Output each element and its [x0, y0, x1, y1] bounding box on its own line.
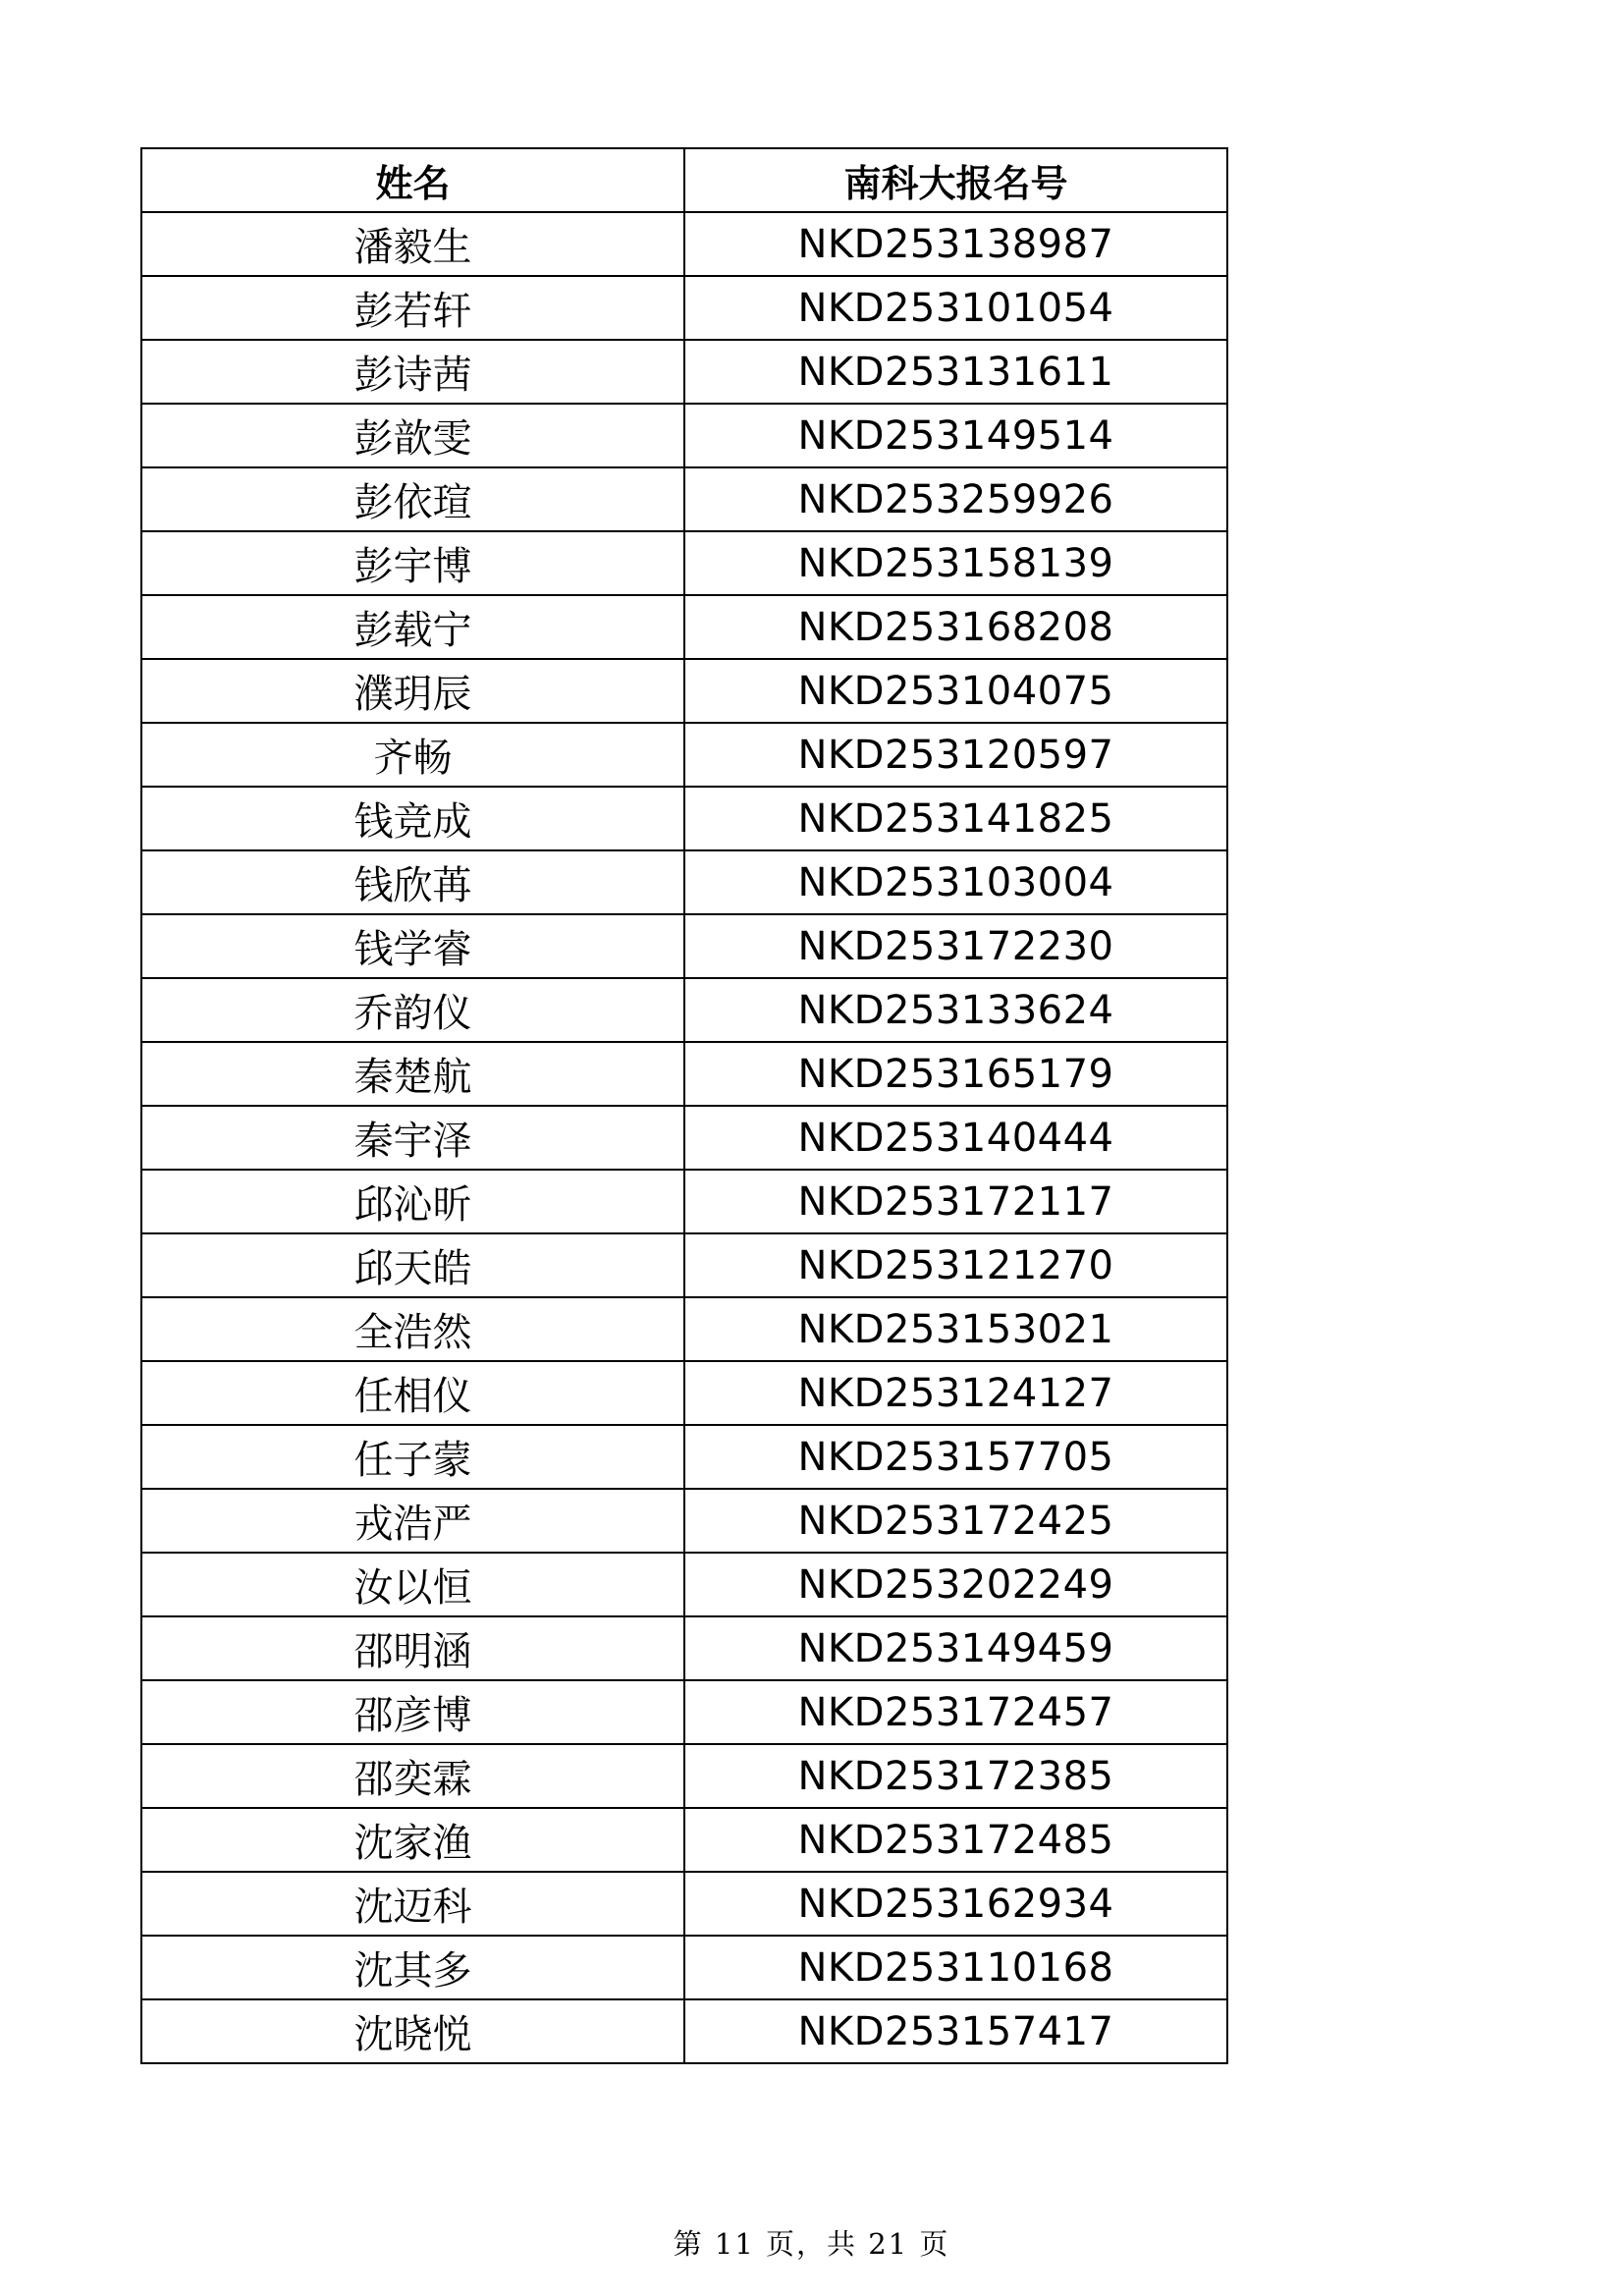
name-cell: 彭若轩	[141, 276, 684, 340]
table-row	[141, 659, 1227, 723]
table-row	[141, 1170, 1227, 1233]
name-cell: 邱天皓	[141, 1233, 684, 1297]
registration-number-cell: NKD253157417	[684, 1999, 1227, 2063]
roster-table-wrapper	[140, 147, 1226, 2064]
table-row	[141, 978, 1227, 1042]
registration-number-cell: NKD253162934	[684, 1872, 1227, 1936]
name-cell: 邱沁昕	[141, 1170, 684, 1233]
registration-number-cell: NKD253259926	[684, 467, 1227, 531]
table-row	[141, 276, 1227, 340]
table-row	[141, 531, 1227, 595]
table-row	[141, 404, 1227, 467]
registration-number-cell: NKD253104075	[684, 659, 1227, 723]
table-row	[141, 787, 1227, 850]
name-cell: 邵彦博	[141, 1680, 684, 1744]
name-cell: 全浩然	[141, 1297, 684, 1361]
registration-number-cell: NKD253172457	[684, 1680, 1227, 1744]
name-cell: 邵奕霖	[141, 1744, 684, 1808]
name-cell: 彭依瑄	[141, 467, 684, 531]
table-row	[141, 1042, 1227, 1106]
registration-number-cell: NKD253120597	[684, 723, 1227, 787]
registration-number-cell: NKD253202249	[684, 1553, 1227, 1616]
name-cell: 齐畅	[141, 723, 684, 787]
registration-number-cell: NKD253149459	[684, 1616, 1227, 1680]
registration-number-cell: NKD253131611	[684, 340, 1227, 404]
column-header-registration-number: 南科大报名号	[684, 148, 1227, 212]
name-cell: 钱欣苒	[141, 850, 684, 914]
table-row	[141, 1616, 1227, 1680]
table-row	[141, 1680, 1227, 1744]
table-row	[141, 1489, 1227, 1553]
page-footer: 第 11 页，共 21 页	[673, 2227, 950, 2261]
name-cell: 彭歆雯	[141, 404, 684, 467]
table-row	[141, 914, 1227, 978]
name-cell: 任子蒙	[141, 1425, 684, 1489]
table-row	[141, 1361, 1227, 1425]
registration-number-cell: NKD253133624	[684, 978, 1227, 1042]
name-cell: 濮玥辰	[141, 659, 684, 723]
table-row	[141, 595, 1227, 659]
table-row	[141, 212, 1227, 276]
registration-number-cell: NKD253165179	[684, 1042, 1227, 1106]
name-cell: 沈家渔	[141, 1808, 684, 1872]
table-row	[141, 723, 1227, 787]
table-row	[141, 467, 1227, 531]
name-cell: 戎浩严	[141, 1489, 684, 1553]
name-cell: 秦楚航	[141, 1042, 684, 1106]
name-cell: 沈迈科	[141, 1872, 684, 1936]
name-cell: 沈其多	[141, 1936, 684, 1999]
registration-number-cell: NKD253172385	[684, 1744, 1227, 1808]
registration-number-cell: NKD253157705	[684, 1425, 1227, 1489]
name-cell: 潘毅生	[141, 212, 684, 276]
name-cell: 秦宇泽	[141, 1106, 684, 1170]
table-body	[141, 212, 1227, 2063]
registration-number-cell: NKD253172485	[684, 1808, 1227, 1872]
registration-number-cell: NKD253172230	[684, 914, 1227, 978]
table-row	[141, 1744, 1227, 1808]
table-row	[141, 1808, 1227, 1872]
table-row	[141, 1233, 1227, 1297]
table-row	[141, 1425, 1227, 1489]
name-cell: 任相仪	[141, 1361, 684, 1425]
registration-number-cell: NKD253153021	[684, 1297, 1227, 1361]
roster-table	[140, 147, 1228, 2064]
registration-number-cell: NKD253140444	[684, 1106, 1227, 1170]
registration-number-cell: NKD253138987	[684, 212, 1227, 276]
table-row	[141, 340, 1227, 404]
table-row	[141, 1936, 1227, 1999]
registration-number-cell: NKD253172117	[684, 1170, 1227, 1233]
name-cell: 汝以恒	[141, 1553, 684, 1616]
name-cell: 乔韵仪	[141, 978, 684, 1042]
name-cell: 邵明涵	[141, 1616, 684, 1680]
registration-number-cell: NKD253124127	[684, 1361, 1227, 1425]
registration-number-cell: NKD253158139	[684, 531, 1227, 595]
name-cell: 钱学睿	[141, 914, 684, 978]
table-row	[141, 1999, 1227, 2063]
table-row	[141, 1553, 1227, 1616]
registration-number-cell: NKD253172425	[684, 1489, 1227, 1553]
table-row	[141, 850, 1227, 914]
name-cell: 彭宇博	[141, 531, 684, 595]
registration-number-cell: NKD253103004	[684, 850, 1227, 914]
registration-number-cell: NKD253110168	[684, 1936, 1227, 1999]
name-cell: 彭载宁	[141, 595, 684, 659]
table-header-row	[141, 148, 1227, 212]
registration-number-cell: NKD253168208	[684, 595, 1227, 659]
table-row	[141, 1297, 1227, 1361]
registration-number-cell: NKD253149514	[684, 404, 1227, 467]
name-cell: 沈晓悦	[141, 1999, 684, 2063]
name-cell: 钱竞成	[141, 787, 684, 850]
registration-number-cell: NKD253101054	[684, 276, 1227, 340]
name-cell: 彭诗茜	[141, 340, 684, 404]
registration-number-cell: NKD253141825	[684, 787, 1227, 850]
table-row	[141, 1872, 1227, 1936]
column-header-name: 姓名	[141, 148, 684, 212]
registration-number-cell: NKD253121270	[684, 1233, 1227, 1297]
table-row	[141, 1106, 1227, 1170]
